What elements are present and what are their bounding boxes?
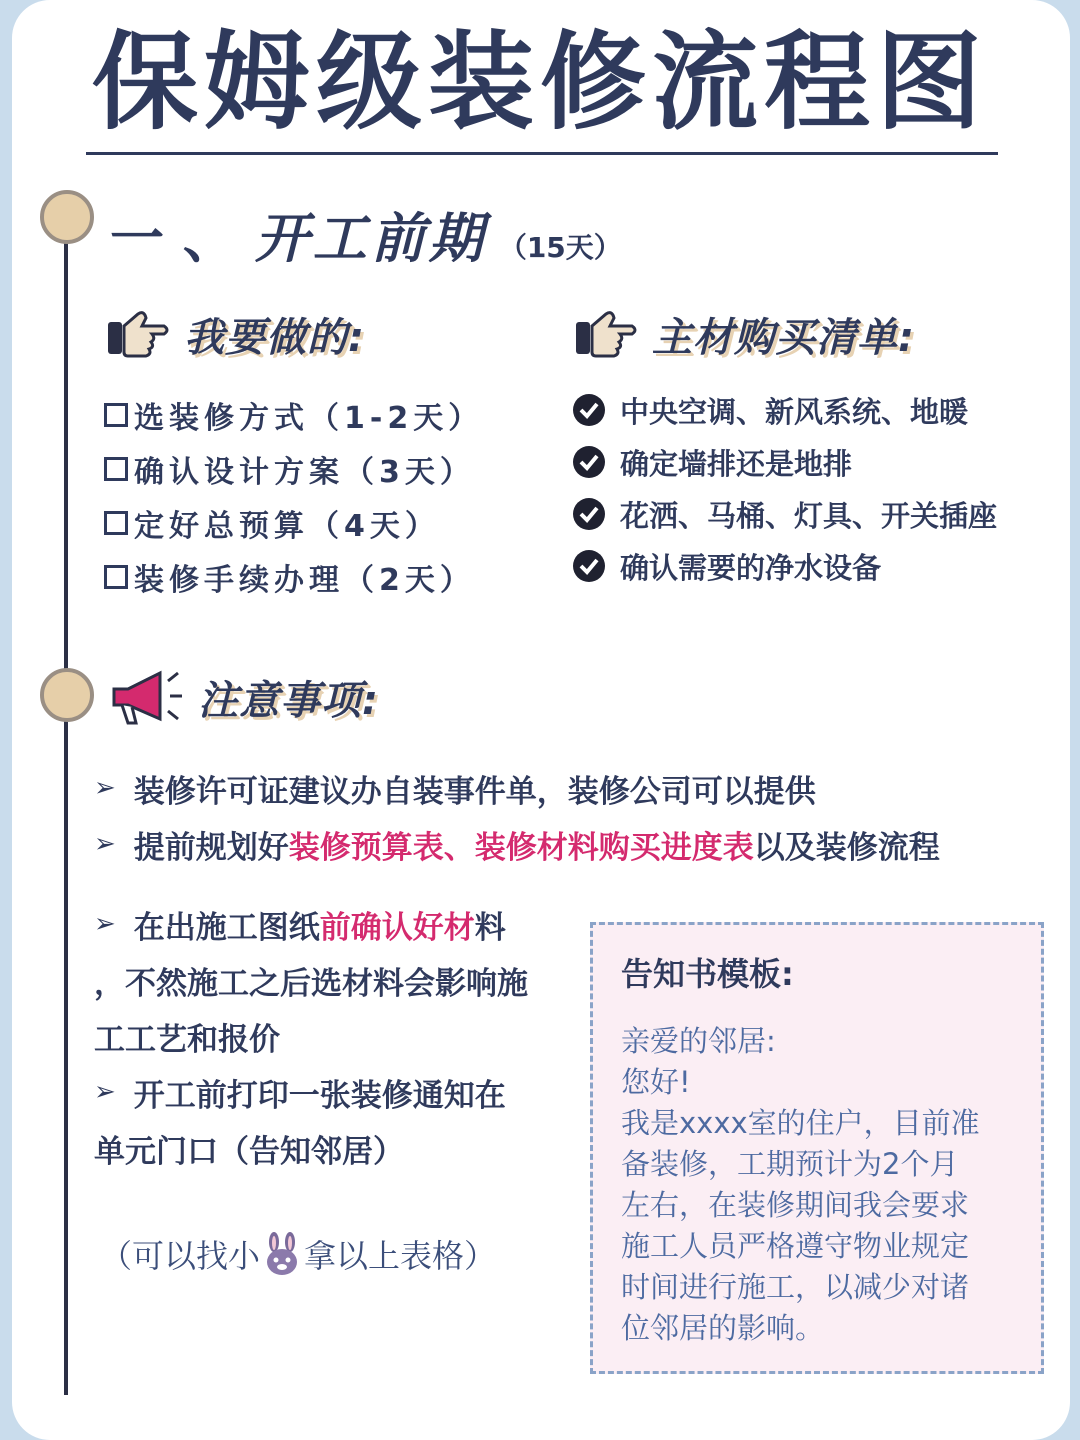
- note-text: 以及装修流程: [753, 829, 940, 866]
- todo-item-label: 装修手续办理（2天）: [134, 563, 475, 598]
- todo-item-label: 确认设计方案（3天）: [134, 455, 475, 490]
- todo-heading-text: 我要做的:: [184, 314, 365, 361]
- materials-item-label: 花洒、马桶、灯具、开关插座: [620, 498, 998, 533]
- checkbox-icon: [104, 565, 128, 589]
- note-text: 开工前打印一张装修通知在: [133, 1077, 506, 1114]
- notice-template-line: 我是xxxx室的住户，目前准: [621, 1106, 980, 1140]
- pointing-hand-icon: [572, 306, 638, 362]
- notes-heading-text: 注意事项:: [198, 677, 379, 724]
- section-name: 开工前期: [254, 207, 487, 270]
- todo-item: [104, 442, 483, 496]
- note-text: 工工艺和报价: [94, 1021, 280, 1058]
- materials-item: [572, 540, 997, 592]
- pointing-hand-icon: [104, 306, 170, 362]
- check-circle-icon: [572, 393, 606, 427]
- notice-template-line: 亲爱的邻居:: [621, 1024, 776, 1058]
- checkbox-icon: [104, 511, 128, 535]
- hint-text: [100, 1226, 496, 1282]
- note-item: [94, 816, 1034, 872]
- hint-part: （可以找小: [100, 1237, 261, 1275]
- note-text: ，不然施工之后选材料会影响施: [94, 965, 528, 1002]
- checkbox-icon: [104, 457, 128, 481]
- materials-item: [572, 384, 997, 436]
- note-item: [94, 1064, 574, 1120]
- notice-template-title: 告知书模板:: [621, 955, 794, 993]
- note-highlight: 前确认好材: [319, 909, 475, 946]
- note-text: 单元门口（告知邻居）: [94, 1133, 404, 1170]
- note-text: 料: [474, 909, 506, 946]
- note-text: 提前规划好: [133, 829, 289, 866]
- todo-item: [104, 550, 483, 604]
- arrow-icon: ➢: [94, 909, 116, 939]
- page-title: 保姆级装修流程图: [92, 21, 988, 144]
- title-divider: [86, 152, 998, 155]
- materials-list: [572, 384, 997, 592]
- notice-template-line: 您好!: [621, 1065, 691, 1099]
- materials-heading-text: 主材购买清单:: [652, 314, 915, 361]
- todo-item: [104, 388, 483, 442]
- notice-template-line: 左右，在装修期间我会要求: [621, 1188, 970, 1222]
- notice-template-line: 施工人员严格遵守物业规定: [621, 1229, 970, 1263]
- check-circle-icon: [572, 445, 606, 479]
- notes-extra: [94, 896, 574, 1176]
- note-item: [94, 760, 1034, 816]
- timeline-node-2: [40, 668, 94, 722]
- section-header: [110, 196, 622, 270]
- arrow-icon: ➢: [94, 829, 116, 859]
- section-days: （15天）: [498, 231, 622, 264]
- note-text: 在出施工图纸: [133, 909, 320, 946]
- materials-item-label: 确认需要的净水设备: [620, 550, 882, 585]
- megaphone-icon: [108, 665, 186, 729]
- arrow-icon: ➢: [94, 773, 116, 803]
- notice-template-line: 备装修，工期预计为2个月: [621, 1147, 959, 1181]
- materials-item: [572, 436, 997, 488]
- check-circle-icon: [572, 497, 606, 531]
- todo-heading: [104, 304, 365, 364]
- rabbit-icon: [262, 1232, 302, 1276]
- todo-item: [104, 496, 483, 550]
- notice-template-box: [590, 922, 1044, 1374]
- notes-list: [94, 760, 1034, 872]
- todo-item-label: 定好总预算（4天）: [134, 509, 440, 544]
- todo-list: [104, 388, 483, 604]
- materials-item: [572, 488, 997, 540]
- note-item: [94, 896, 574, 952]
- timeline-node-1: [40, 190, 94, 244]
- notes-heading: [108, 664, 379, 730]
- materials-item-label: 中央空调、新风系统、地暖: [620, 394, 969, 429]
- checkbox-icon: [104, 403, 128, 427]
- notice-template-line: 时间进行施工，以减少对诸: [621, 1270, 970, 1304]
- arrow-icon: ➢: [94, 1077, 116, 1107]
- todo-item-label: 选装修方式（1-2天）: [134, 401, 484, 436]
- hint-part: 拿以上表格）: [304, 1237, 497, 1275]
- note-text: 装修许可证建议办自装事件单，装修公司可以提供: [133, 773, 816, 810]
- check-circle-icon: [572, 549, 606, 583]
- materials-item-label: 确定墙排还是地排: [620, 446, 853, 481]
- section-number: 一 、: [110, 207, 237, 270]
- notice-template-line: 位邻居的影响。: [621, 1311, 825, 1345]
- materials-heading: [572, 304, 915, 364]
- timeline-line: [64, 215, 68, 1395]
- note-highlight: 装修预算表、装修材料购买进度表: [288, 829, 754, 866]
